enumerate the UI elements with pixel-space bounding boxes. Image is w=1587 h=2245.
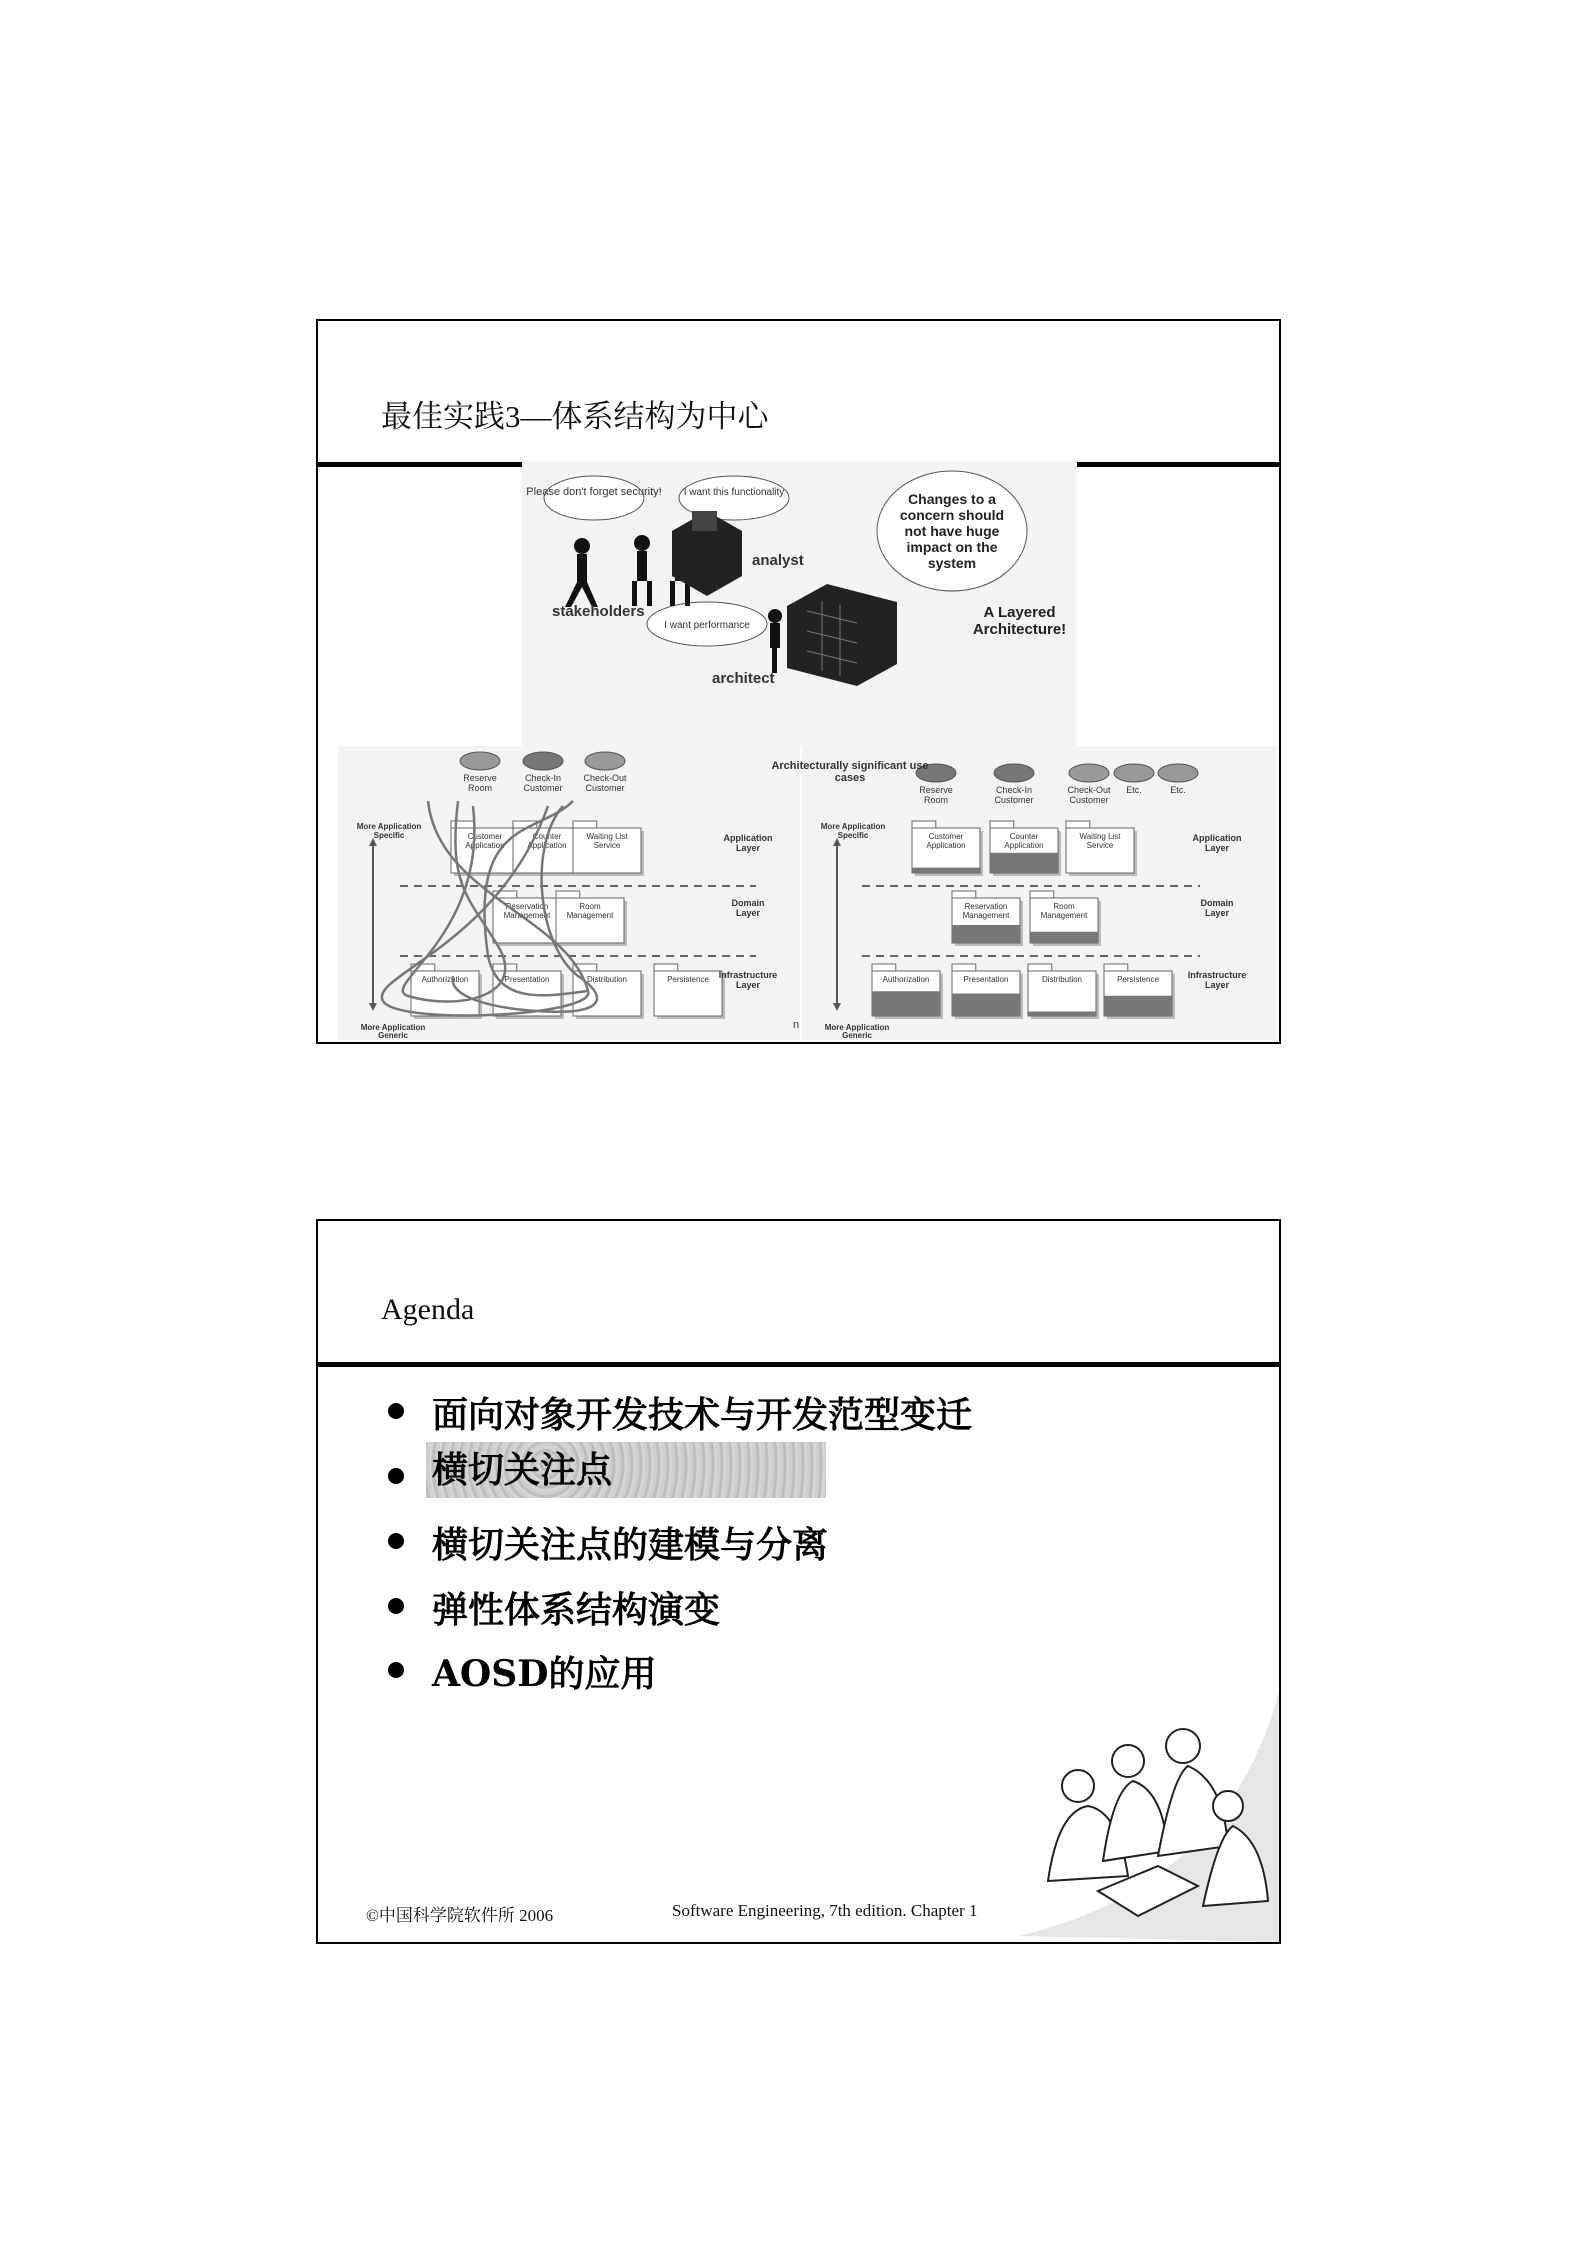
bullet-icon [388, 1533, 404, 1549]
package-label: Management [566, 910, 614, 920]
use-case-ellipse [460, 752, 500, 770]
package-label: Service [1086, 840, 1114, 850]
package-label: Authorization [882, 975, 930, 984]
use-case-label: Customer [1069, 794, 1109, 805]
use-case-label: Check-Out [1067, 785, 1111, 795]
bullet-icon [388, 1468, 404, 1484]
package-label: Reservation [964, 902, 1008, 911]
axis-top-label: Specific [373, 831, 405, 840]
package-label: Room [579, 902, 601, 911]
package-label: Counter [532, 832, 562, 841]
package-label: Application [527, 840, 567, 850]
bullet-icon [388, 1662, 404, 1678]
use-case-label: Customer [994, 794, 1034, 805]
package-label: Customer [928, 832, 964, 841]
slide-agenda: Agenda 面向对象开发技术与开发范型变迁 横切关注点 横切关注点的建模与分离 弹性体系结构演变 AOSD的应用 ©中国科学院软件所 2006 Software Engineering, 7th edition. Chapter 1 [316, 1219, 1281, 1944]
package-label: Management [503, 910, 551, 920]
axis-top-label: More Application [356, 822, 422, 831]
package-label: Persistence [1117, 975, 1159, 984]
layer-label: Application [1192, 833, 1242, 843]
layer-label: Layer [735, 907, 761, 918]
use-case-ellipse [1069, 764, 1109, 782]
layer-label: Layer [735, 979, 761, 990]
package-label: Distribution [1041, 975, 1083, 984]
use-case-ellipse [1114, 764, 1154, 782]
package-fill [952, 994, 1020, 1017]
use-case-ellipse [1158, 764, 1198, 782]
layered-label: A Layered Architecture! [972, 604, 1067, 638]
axis-bottom-label: More Application [360, 1023, 426, 1032]
use-cases-heading: Architecturally significant use [771, 760, 929, 772]
title-rule [318, 1362, 1279, 1367]
package-label: Service [593, 840, 621, 850]
architect-label: architect [712, 670, 775, 687]
use-case-label: Room [467, 782, 493, 793]
stray-mark: n [793, 1019, 800, 1031]
use-case-label: Room [923, 794, 949, 805]
package-label: Room [1053, 902, 1075, 911]
footer-copyright: ©中国科学院软件所 2006 [366, 1906, 554, 1925]
use-case-label: Check-In [995, 785, 1033, 795]
use-case-label: Reserve [463, 773, 497, 783]
package-label: Application [465, 840, 505, 850]
package-label: Customer [467, 832, 503, 841]
stakeholders-label: stakeholders [552, 603, 645, 620]
use-case-label: Customer [523, 782, 563, 793]
layer-label: Layer [1204, 907, 1230, 918]
axis-bottom-label: Generic [842, 1031, 872, 1040]
package-fill [912, 868, 980, 873]
layer-label: Application [723, 833, 773, 843]
package-label: Reservation [505, 902, 549, 911]
package-label: Waiting List [586, 832, 628, 841]
package-fill [990, 853, 1058, 873]
use-case-ellipse [523, 752, 563, 770]
package-fill [872, 991, 940, 1016]
layer-label: Infrastructure [718, 970, 778, 980]
analyst-label: analyst [752, 552, 804, 569]
slide-title: 最佳实践3—体系结构为中心 [381, 399, 769, 434]
package-fill [1028, 1012, 1096, 1017]
use-case-label: Etc. [1126, 785, 1142, 795]
axis-bottom-label: Generic [378, 1031, 408, 1040]
package-fill [952, 925, 1020, 943]
title-rule-left [318, 462, 522, 467]
package-label: Management [962, 910, 1010, 920]
stakeholder-cartoon [522, 461, 1077, 746]
package-label: Waiting List [1079, 832, 1121, 841]
team-clipart-icon [1018, 1691, 1279, 1942]
svg-text:I want this functionality: I want this functionality [683, 487, 785, 498]
layer-label: Layer [735, 842, 761, 853]
package-label: Distribution [586, 975, 628, 984]
package-label: Application [926, 840, 966, 850]
use-case-label: Etc. [1170, 785, 1186, 795]
tangled-architecture-diagram [338, 746, 800, 1040]
package-fill [1104, 996, 1172, 1016]
use-case-label: Check-In [524, 773, 562, 783]
package-fill [1030, 932, 1098, 943]
package-label: Persistence [667, 975, 709, 984]
layer-label: Domain [731, 898, 765, 908]
layer-label: Layer [1204, 979, 1230, 990]
bubble-changes: Changes to a concern should not have huge impact on the system [877, 471, 1027, 591]
slide-title: Agenda [381, 1293, 475, 1326]
use-cases-heading: cases [834, 772, 866, 785]
use-case-label: Check-Out [583, 773, 627, 783]
layered-architecture-diagram [771, 746, 1277, 1040]
use-case-ellipse [585, 752, 625, 770]
bubble-performance [647, 602, 767, 646]
axis-top-label: More Application [820, 822, 886, 831]
package-label: Application [1004, 840, 1044, 850]
title-rule-right [1076, 462, 1279, 467]
slide-architecture [316, 319, 1281, 1044]
footer-course: Software Engineering, 7th edition. Chapter 1 [672, 1901, 978, 1920]
package-label: Presentation [963, 975, 1009, 984]
layer-label: Layer [1204, 842, 1230, 853]
svg-text:Please don't forget security!: Please don't forget security! [526, 486, 662, 498]
package-label: Management [1040, 910, 1088, 920]
use-case-label: Reserve [919, 785, 953, 795]
bullet-icon [388, 1598, 404, 1614]
axis-top-label: Specific [837, 831, 869, 840]
layer-label: Infrastructure [1187, 970, 1247, 980]
layer-label: Domain [1200, 898, 1234, 908]
use-case-ellipse [994, 764, 1034, 782]
bullet-icon [388, 1403, 404, 1419]
package-label: Presentation [504, 975, 550, 984]
package-label: Authorization [421, 975, 469, 984]
use-case-label: Customer [585, 782, 625, 793]
axis-bottom-label: More Application [824, 1023, 890, 1032]
svg-text:I want performance: I want performance [664, 620, 750, 631]
package-label: Counter [1009, 832, 1039, 841]
